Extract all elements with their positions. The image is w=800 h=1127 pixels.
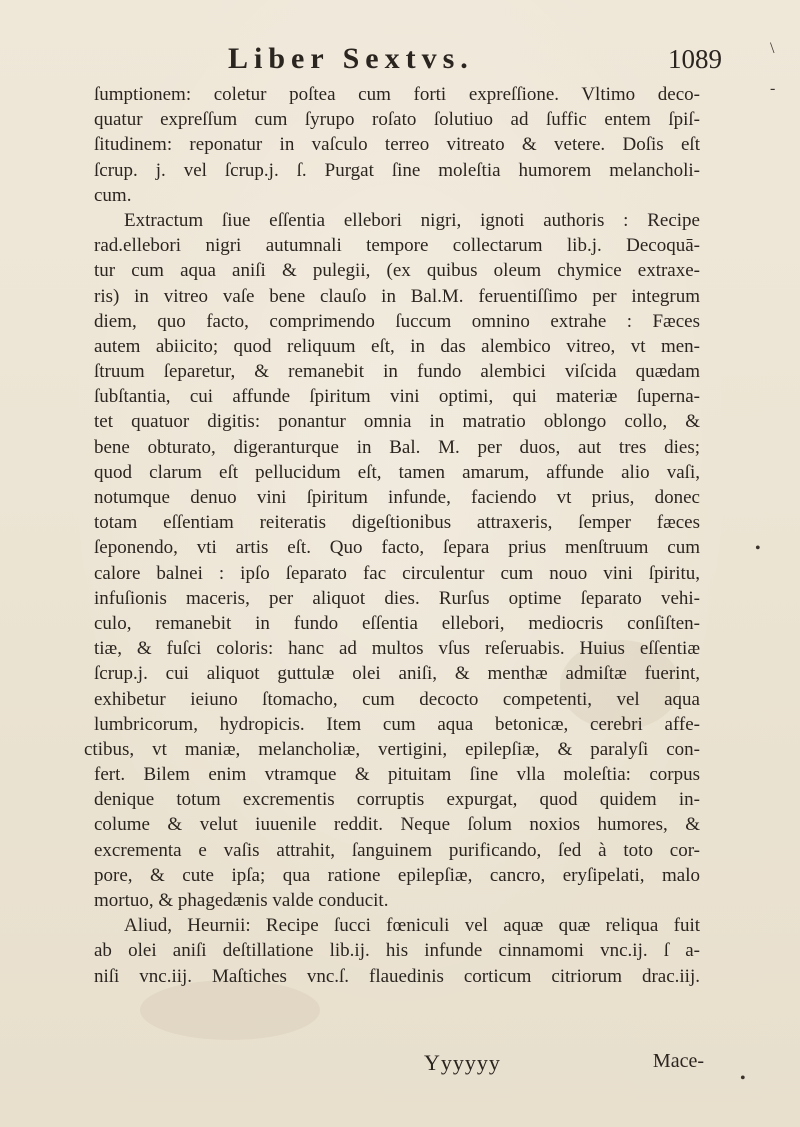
text-line: tet quatuor digitis: ponantur omnia in matratio oblongo collo, & xyxy=(94,411,700,433)
text-line: ſubſtantia, cui affunde ſpiritum vini optimi, qui materiæ ſuperna- xyxy=(94,386,700,408)
text-line: denique totum excrementis corruptis expurgat, quod quidem in- xyxy=(94,789,700,811)
text-line: tiæ, & fuſci coloris: hanc ad multos vſus reſeruabis. Huius eſſentiæ xyxy=(94,638,700,660)
text-line: fert. Bilem enim vtramque & pituitam ſine vlla moleſtia: corpus xyxy=(94,764,700,786)
text-line: bene obturato, digeranturque in Bal. M. per duos, aut tres dies; xyxy=(94,436,700,458)
text-line: mortuo, & phagedænis valde conducit. xyxy=(94,890,389,911)
text-line: ſtruum ſeparetur, & remanebit in fundo alembici viſcida quædam xyxy=(94,361,700,383)
text-line: tur cum aqua aniſi & pulegii, (ex quibus oleum chymice extraxe- xyxy=(94,260,700,282)
margin-mark: - xyxy=(770,80,776,97)
text-line: ſeponendo, vti artis eſt. Quo facto, ſepara prius menſtruum cum xyxy=(94,537,700,559)
signature-mark: Yyyyyy xyxy=(424,1050,501,1075)
text-line: ris) in vitreo vaſe bene clauſo in Bal.M. feruentiſſimo per integrum xyxy=(94,285,700,307)
paper-stain xyxy=(140,980,320,1040)
text-line: quatur expreſſum cum ſyrupo roſato ſolutiuo ad ſuffic entem ſpiſ- xyxy=(94,109,700,131)
text-line: pore, & cute ipſa; qua ratione epilepſiæ, cancro, eryſipelati, malo xyxy=(94,864,700,886)
text-line: autem abiicito; quod reliquum eſt, in das alembico vitreo, vt men- xyxy=(94,335,700,357)
body-text xyxy=(84,82,700,989)
text-line: calore balnei : ipſo ſeparato fac circulentur cum nouo vini ſpiritu, xyxy=(94,562,700,584)
running-head: Liber Sextvs. xyxy=(228,42,474,75)
text-line: lumbricorum, hydropicis. Item cum aqua betonicæ, cerebri affe- xyxy=(94,713,700,735)
text-line: Aliud, Heurnii: Recipe ſucci fœniculi vel aquæ quæ reliqua fuit xyxy=(124,915,700,937)
page-number: 1089 xyxy=(668,44,722,74)
text-line: ſumptionem: coletur poſtea cum forti expreſſione. Vltimo deco- xyxy=(94,84,700,105)
page-footer xyxy=(94,1050,704,1078)
text-line: ab olei aniſi deſtillatione lib.ij. his infunde cinnamomi vnc.ij. ſ a- xyxy=(94,940,700,962)
text-line: colume & velut iuuenile reddit. Neque ſolum noxios humores, & xyxy=(94,814,700,836)
text-line: culo, remanebit in fundo eſſentia ellebori, mediocris conſiſten- xyxy=(94,612,700,634)
text-line: quod clarum eſt pellucidum eſt, tamen amarum, affunde alio vaſi, xyxy=(94,461,700,483)
text-line: ſitudinem: reponatur in vaſculo terreo vitreato & vetere. Doſis eſt xyxy=(94,134,700,156)
text-line: rad.ellebori nigri autumnali tempore collectarum lib.j. Decoquā- xyxy=(94,235,700,257)
text-line: diem, quo facto, comprimendo ſuccum omnino extrahe : Fæces xyxy=(94,310,700,332)
text-line: ctibus, vt maniæ, melancholiæ, vertigini, epilepſiæ, & paralyſi con- xyxy=(84,738,700,760)
text-line: totam eſſentiam reiteratis digeſtionibus attraxeris, ſemper fæces xyxy=(94,512,700,534)
text-line: excrementa e vaſis attrahit, ſanguinem purificando, ſed à toto cor- xyxy=(94,839,700,861)
text-line: Extractum ſiue eſſentia ellebori nigri, ignoti authoris : Recipe xyxy=(124,209,700,231)
text-line: cum. xyxy=(94,184,132,206)
margin-mark: • xyxy=(755,540,761,557)
catchword: Mace- xyxy=(652,1050,704,1072)
page-header xyxy=(98,42,722,82)
margin-mark: • xyxy=(740,1070,746,1087)
text-line: ſcrup. j. vel ſcrup.j. ſ. Purgat ſine moleſtia humorem melancholi- xyxy=(94,159,700,181)
text-line: notumque denuo vini ſpiritum infunde, faciendo vt prius, donec xyxy=(94,487,700,508)
margin-mark: \ xyxy=(770,40,775,57)
text-line: ſcrup.j. cui aliquot guttulæ olei aniſi, & menthæ admiſtæ fuerint, xyxy=(94,663,700,685)
text-line: exhibetur ieiuno ſtomacho, cum decocto competenti, vel aqua xyxy=(94,688,700,710)
text-line: niſi vnc.iij. Maſtiches vnc.ſ. flauedinis corticum citriorum drac.iij. xyxy=(94,965,700,987)
text-line: infuſionis maceris, per aliquot dies. Rurſus optime ſeparato vehi- xyxy=(94,587,700,609)
